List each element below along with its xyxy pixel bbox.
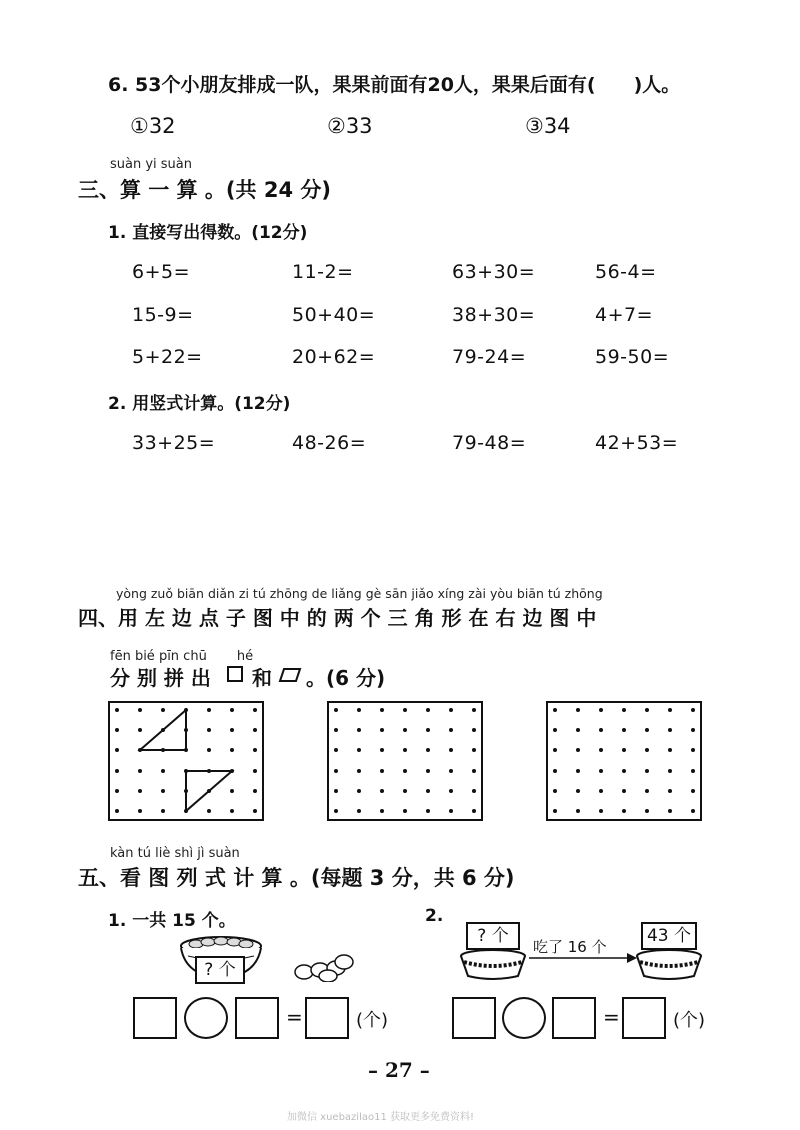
answer-box[interactable] xyxy=(133,997,177,1039)
section3-title: 三、算 一 算 。(共 24 分) xyxy=(78,178,331,202)
section3-sub2: 2. 用竖式计算。(12分) xyxy=(108,394,291,414)
operator-circle[interactable] xyxy=(502,997,546,1039)
option-3: ③34 xyxy=(525,114,571,138)
section4-pinyin-line1: yòng zuǒ biān diǎn zi tú zhōng de liǎng gè sān jiǎo xíng zài yòu biān tú zhōng xyxy=(116,586,603,601)
section5-pinyin: kàn tú liè shì jì suàn xyxy=(110,846,240,861)
option-1: ①32 xyxy=(130,114,176,138)
calc-item: 50+40= xyxy=(292,304,376,326)
page-number: – 27 – xyxy=(368,1058,430,1082)
question-6: 6. 53个小朋友排成一队，果果前面有20人，果果后面有( )人。 xyxy=(108,74,681,96)
bowl-left-icon xyxy=(458,948,528,982)
calc-item: 5+22= xyxy=(132,346,203,368)
calc-item: 4+7= xyxy=(595,304,654,326)
equals-sign: = xyxy=(603,1005,620,1029)
problem1-label: 1. 一共 15 个。 xyxy=(108,911,236,931)
calc-item: 79-24= xyxy=(452,346,527,368)
answer-box[interactable] xyxy=(235,997,279,1039)
section4-line2-c: 。(6 分) xyxy=(306,666,386,690)
parallelogram-shape-icon xyxy=(278,667,302,683)
problem2-question-box: ? 个 xyxy=(466,922,520,950)
triangle-shape-2 xyxy=(186,771,232,811)
section3-pinyin: suàn yi suàn xyxy=(110,157,193,172)
dot-grid-middle xyxy=(327,701,483,821)
square-shape-icon xyxy=(227,666,243,682)
calc-item: 11-2= xyxy=(292,261,354,283)
answer-box[interactable] xyxy=(552,997,596,1039)
eggs-icon xyxy=(292,950,358,982)
calc-item: 20+62= xyxy=(292,346,376,368)
dot-grid-right xyxy=(546,701,702,821)
answer-box[interactable] xyxy=(452,997,496,1039)
calc-item: 79-48= xyxy=(452,432,527,454)
dot-grid-left xyxy=(108,701,264,821)
section4-pinyin-line2: fēn bié pīn chū hé xyxy=(110,649,254,664)
section5-title: 五、看 图 列 式 计 算 。(每题 3 分，共 6 分) xyxy=(78,866,515,890)
section4-line2-b: 和 xyxy=(252,666,272,690)
watermark: 加微信 xuebazilao11 获取更多免费资料! xyxy=(287,1112,475,1123)
calc-item: 63+30= xyxy=(452,261,536,283)
operator-circle[interactable] xyxy=(184,997,228,1039)
calc-item: 48-26= xyxy=(292,432,367,454)
result-box[interactable] xyxy=(622,997,666,1039)
calc-item: 38+30= xyxy=(452,304,536,326)
arrow-right-icon xyxy=(527,952,639,964)
section4-line2-a: 分 别 拼 出 xyxy=(110,666,211,690)
unit-label: (个) xyxy=(356,1010,389,1031)
section4-line1: 四、用 左 边 点 子 图 中 的 两 个 三 角 形 在 右 边 图 中 xyxy=(78,606,597,630)
problem2-arrow-label: 吃了 16 个 xyxy=(533,938,607,956)
section3-sub1: 1. 直接写出得数。(12分) xyxy=(108,223,308,243)
problem2-label: 2. xyxy=(425,906,444,926)
problem1-question-box: ? 个 xyxy=(195,956,245,984)
calc-item: 42+53= xyxy=(595,432,679,454)
equals-sign: = xyxy=(286,1005,303,1029)
result-box[interactable] xyxy=(305,997,349,1039)
triangle-shape-1 xyxy=(140,710,186,750)
calc-item: 6+5= xyxy=(132,261,191,283)
unit-label: (个) xyxy=(673,1010,706,1031)
bowl-right-icon xyxy=(634,948,704,982)
calc-item: 15-9= xyxy=(132,304,194,326)
calc-item: 56-4= xyxy=(595,261,657,283)
calc-item: 59-50= xyxy=(595,346,670,368)
option-2: ②33 xyxy=(327,114,373,138)
problem2-total-box: 43 个 xyxy=(641,922,697,950)
calc-item: 33+25= xyxy=(132,432,216,454)
